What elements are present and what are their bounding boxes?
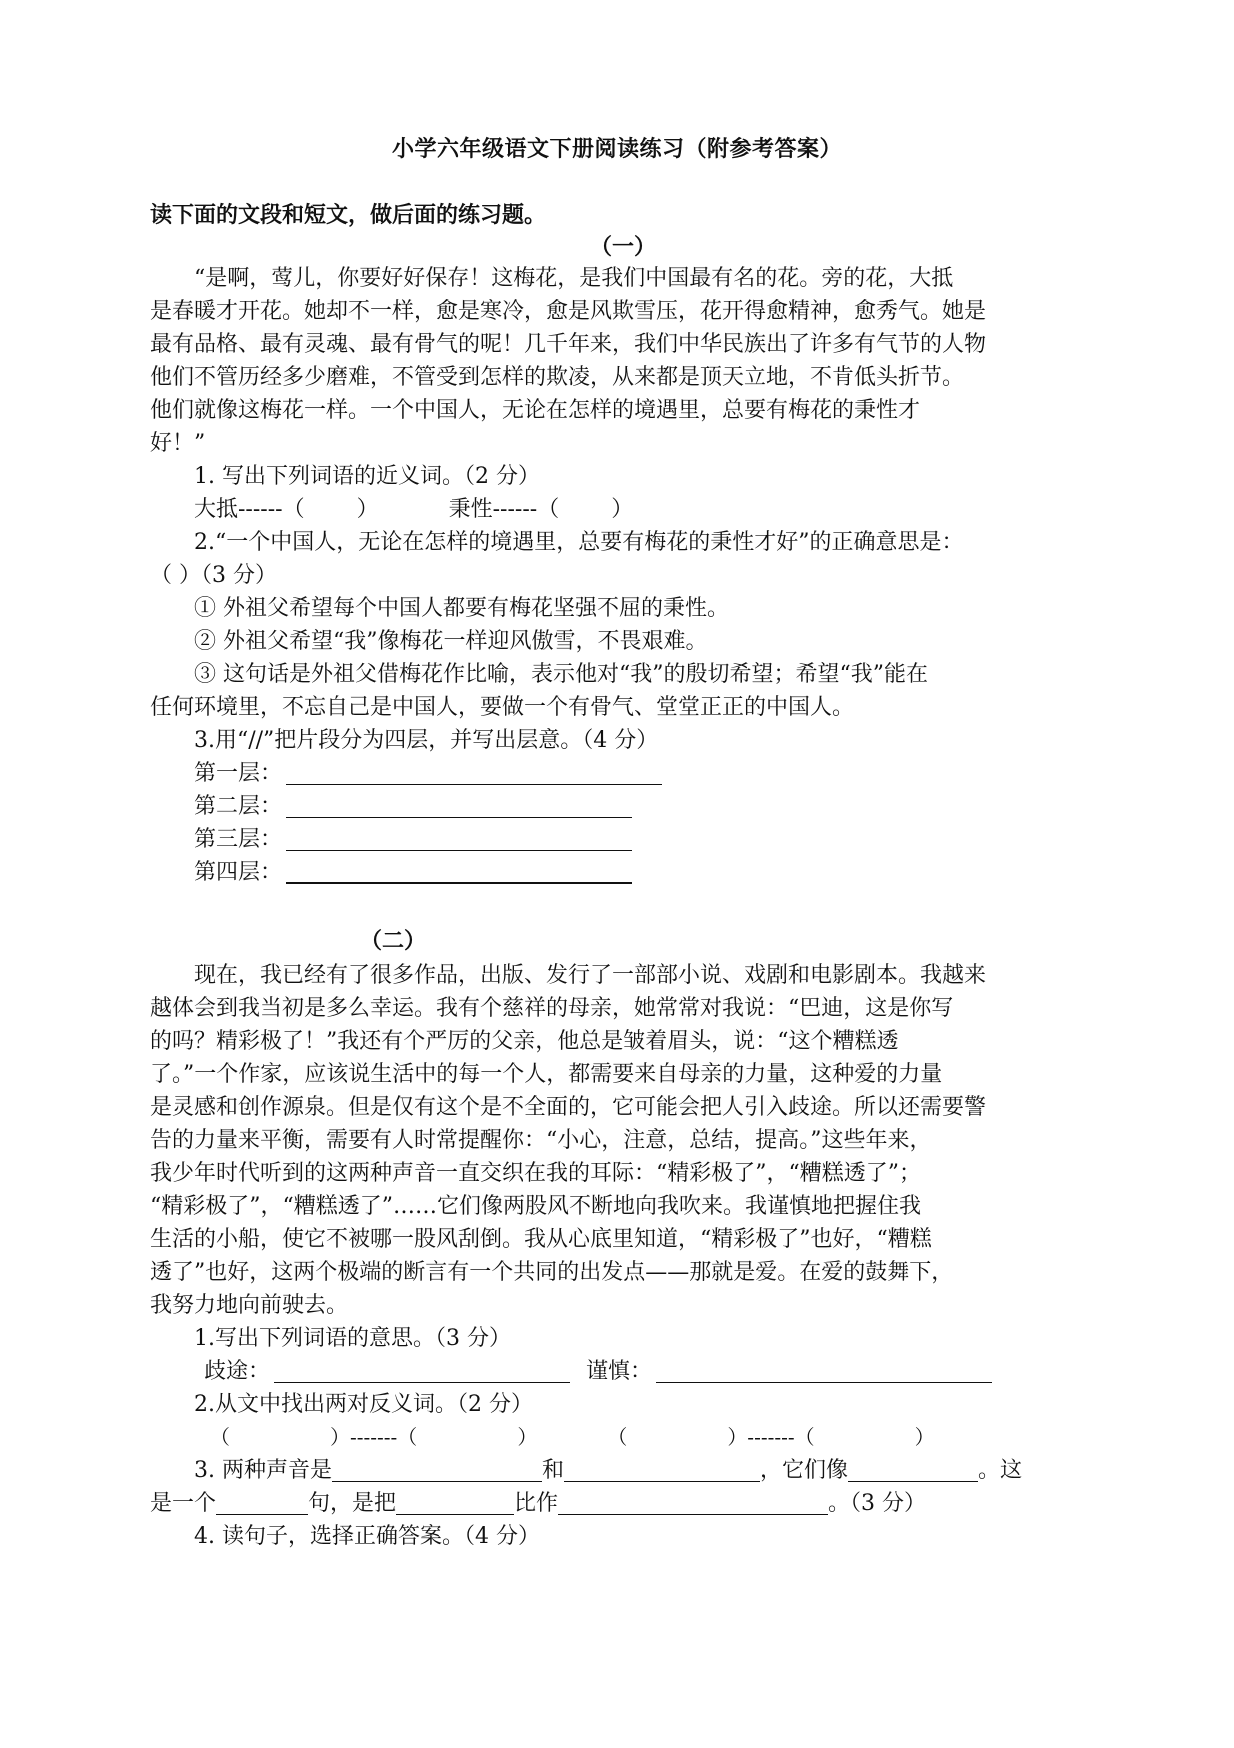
section-one-passage [150,262,1090,460]
fill-blank[interactable] [848,1459,978,1482]
passage-line: 我少年时代听到的这两种声音一直交织在我的耳际：“精彩极了”，“糟糕透了”； [150,1161,921,1186]
layer-label: 第四层： [194,860,283,885]
fill-blank[interactable] [332,1459,542,1482]
layer-answer-line[interactable] [286,762,662,785]
definition-answer-line[interactable] [656,1360,992,1383]
option-3-cont: 任何环境里，不忘自己是中国人，要做一个有骨气、堂堂正正的中国人。 [150,695,855,720]
option-3: ③ 这句话是外祖父借梅花作比喻，表示他对“我”的殷切希望；希望“我”能在 [194,662,928,687]
passage-line: 的吗？精彩极了！”我还有个严厉的父亲，他总是皱着眉头，说：“这个糟糕透 [150,1029,899,1054]
passage-line: 告的力量来平衡，需要有人时常提醒你：“小心，注意，总结，提高。”这些年来， [150,1128,932,1153]
section-two-questions [150,1322,1090,1553]
word-qitu: 歧途： [204,1359,271,1384]
layer-row [150,757,1090,790]
question-3-row: 3. 两种声音是 和 ，它们像 。这 [194,1458,1023,1483]
passage-line: 他们不管历经多少磨难，不管受到怎样的欺凌，从来都是顶天立地，不肯低头折节。 [150,365,965,390]
question-3: 3.用“//”把片段分为四层，并写出层意。（4 分） [194,728,659,753]
passage-line: 他们就像这梅花一样。一个中国人，无论在怎样的境遇里，总要有梅花的秉性才 [150,398,921,423]
passage-line: 现在，我已经有了很多作品，出版、发行了一部部小说、戏剧和电影剧本。我越来 [194,963,987,988]
word-bingxing: 秉性------（ [448,497,560,522]
question-1-words: 大抵------（ ） 秉性------（ ） [194,497,634,522]
layer-label: 第三层： [194,827,283,852]
question-1: 1. 写出下列词语的近义词。（2 分） [194,464,540,489]
question-2-score: （ ）（3 分） [150,563,277,588]
layer-label: 第一层： [194,761,283,786]
fill-blank[interactable] [564,1459,760,1482]
passage-line: “精彩极了”，“糟糕透了”……它们像两股风不断地向我吹来。我谨慎地把握住我 [150,1194,921,1219]
fill-blank[interactable] [558,1492,828,1515]
section-two-passage [150,959,1090,1322]
fill-blank[interactable] [216,1492,308,1515]
passage-line: 了。”一个作家，应该说生活中的每一个人，都需要来自母亲的力量，这种爱的力量 [150,1062,943,1087]
fill-blank[interactable] [396,1492,514,1515]
document-title: 小学六年级语文下册阅读练习（附参考答案） [391,136,842,162]
word-dadi: 大抵------（ [194,497,305,522]
layer-answer-line[interactable] [286,828,632,851]
definition-answer-line[interactable] [274,1360,570,1383]
option-2: ② 外祖父希望“我”像梅花一样迎风傲雪，不畏艰难。 [194,629,708,654]
definition-row [150,1355,1090,1388]
passage-line: 好！” [150,431,206,456]
option-1: ① 外祖父希望每个中国人都要有梅花坚强不屈的秉性。 [194,596,729,621]
layer-answer-line[interactable] [286,860,632,884]
layer-answer-line[interactable] [286,795,632,818]
antonym-pairs: （ ）-------（ ） （ ）-------（ ） [210,1425,935,1449]
passage-line: 生活的小船，使它不被哪一股风刮倒。我从心底里知道，“精彩极了”也好，“糟糕 [150,1227,932,1252]
question-2: 2.“一个中国人，无论在怎样的境遇里，总要有梅花的秉性才好”的正确意思是： [194,530,964,555]
section-one-heading: （一） [590,234,657,260]
passage-line: 我努力地向前驶去。 [150,1293,349,1318]
section-two-heading: （二） [360,928,427,954]
section-one-questions [150,460,1090,889]
word-jinshen: 谨慎： [586,1359,653,1384]
question-2: 2.从文中找出两对反义词。（2 分） [194,1392,533,1417]
passage-line: 越体会到我当初是多么幸运。我有个慈祥的母亲，她常常对我说：“巴迪，这是你写 [150,996,954,1021]
passage-line: 透了”也好，这两个极端的断言有一个共同的出发点——那就是爱。在爱的鼓舞下， [150,1260,954,1285]
passage-line: 是灵感和创作源泉。但是仅有这个是不全面的，它可能会把人引入歧途。所以还需要警 [150,1095,987,1120]
passage-line: 最有品格、最有灵魂、最有骨气的呢！几千年来，我们中华民族出了许多有气节的人物 [150,332,987,357]
passage-line: 是春暖才开花。她却不一样，愈是寒冷，愈是风欺雪压，花开得愈精神，愈秀气。她是 [150,299,987,324]
instruction: 读下面的文段和短文，做后面的练习题。 [150,202,547,228]
layer-label: 第二层： [194,794,283,819]
question-4: 4. 读句子，选择正确答案。（4 分） [194,1524,540,1549]
layer-row [150,790,1090,823]
layer-row [150,823,1090,856]
question-1: 1.写出下列词语的意思。（3 分） [194,1326,511,1351]
layer-row [150,856,1090,889]
passage-line: “是啊，莺儿，你要好好保存！这梅花，是我们中国最有名的花。旁的花，大抵 [194,266,954,291]
question-3-row-cont: 是一个 句，是把 比作 。（3 分） [150,1491,927,1516]
